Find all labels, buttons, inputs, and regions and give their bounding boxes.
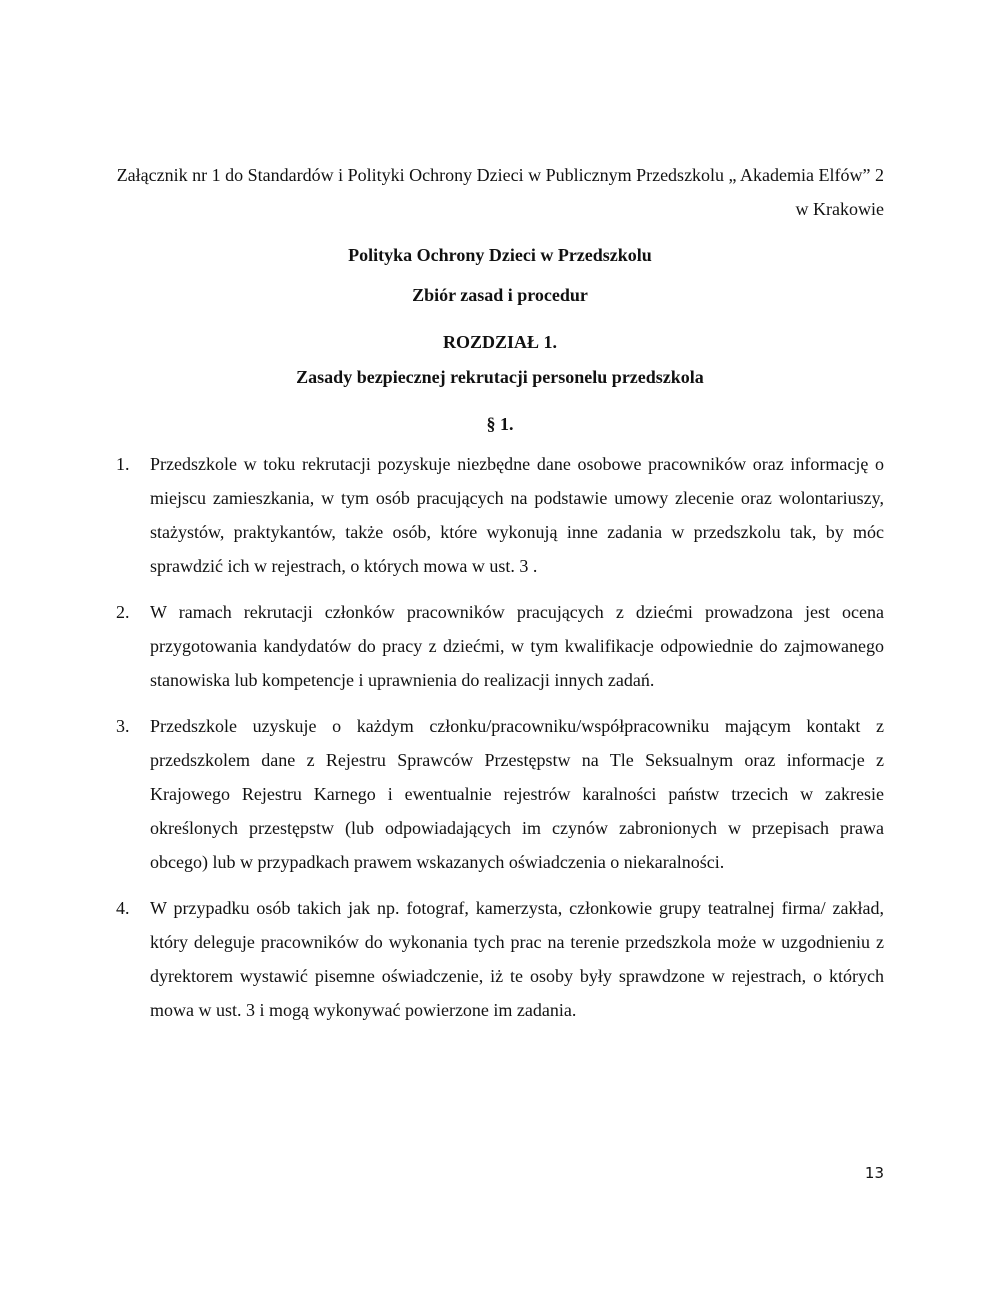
list-item-text: W przypadku osób takich jak np. fotograf, kamerzysta, członkowie grupy teatralnej firma/ zakład, który deleguje pracowników do wykonania tych prac na terenie przedszkola może w uzgodnieniu z dyrektorem wystawić pisemne oświadczenie, iż te osoby były sprawdzone w rejestrach, o których mowa w ust. 3 i mogą wykonywać powierzone im zadania. — [150, 898, 884, 1020]
list-item-text: W ramach rekrutacji członków pracowników pracujących z dziećmi prowadzona jest ocena przygotowania kandydatów do pracy z dziećmi, w tym kwalifikacje odpowiednie do zajmowanego stanowiska lub kompetencje i uprawnienia do realizacji innych zadań. — [150, 602, 884, 690]
list-item — [116, 891, 884, 1027]
list-item — [116, 447, 884, 583]
annex-header: Załącznik nr 1 do Standardów i Polityki Ochrony Dzieci w Publicznym Przedszkolu „ Akademia Elfów” 2 w Krakowie — [116, 165, 884, 219]
list-item-text: Przedszkole w toku rekrutacji pozyskuje niezbędne dane osobowe pracowników oraz informację o miejscu zamieszkania, w tym osób pracujących na podstawie umowy zlecenie oraz wolontariuszy, stażystów, praktykantów, także osób, które wykonują inne zadania w przedszkolu tak, by móc sprawdzić ich w rejestrach, o których mowa w ust. 3 . — [150, 454, 884, 576]
list-item-number: 3. — [116, 716, 130, 736]
list-item-number: 1. — [116, 454, 130, 474]
document-title: Polityka Ochrony Dzieci w Przedszkolu — [348, 245, 652, 265]
document-subtitle: Zbiór zasad i procedur — [412, 285, 588, 305]
list-item — [116, 595, 884, 697]
chapter-heading: ROZDZIAŁ 1. — [442, 332, 558, 352]
list-item-number: 2. — [116, 602, 130, 622]
list-item-number: 4. — [116, 898, 130, 918]
page-number: 13 — [864, 1164, 884, 1182]
list-item-text: Przedszkole uzyskuje o każdym członku/pracowniku/współpracowniku mającym kontakt z przedszkolem dane z Rejestru Sprawców Przestępstw na Tle Seksualnym oraz informacje z Krajowego Rejestru Karnego i ewentualnie rejestrów karalności państw trzecich w zakresie określonych przestępstw (lub odpowiadających im czynów zabronionych w przepisach prawa obcego) lub w przypadkach prawem wskazanych oświadczenia o niekaralności. — [150, 716, 884, 872]
numbered-list — [116, 447, 884, 1039]
chapter-title: Zasady bezpiecznej rekrutacji personelu przedszkola — [296, 367, 704, 387]
list-item — [116, 709, 884, 879]
paragraph-mark: § 1. — [486, 414, 514, 434]
